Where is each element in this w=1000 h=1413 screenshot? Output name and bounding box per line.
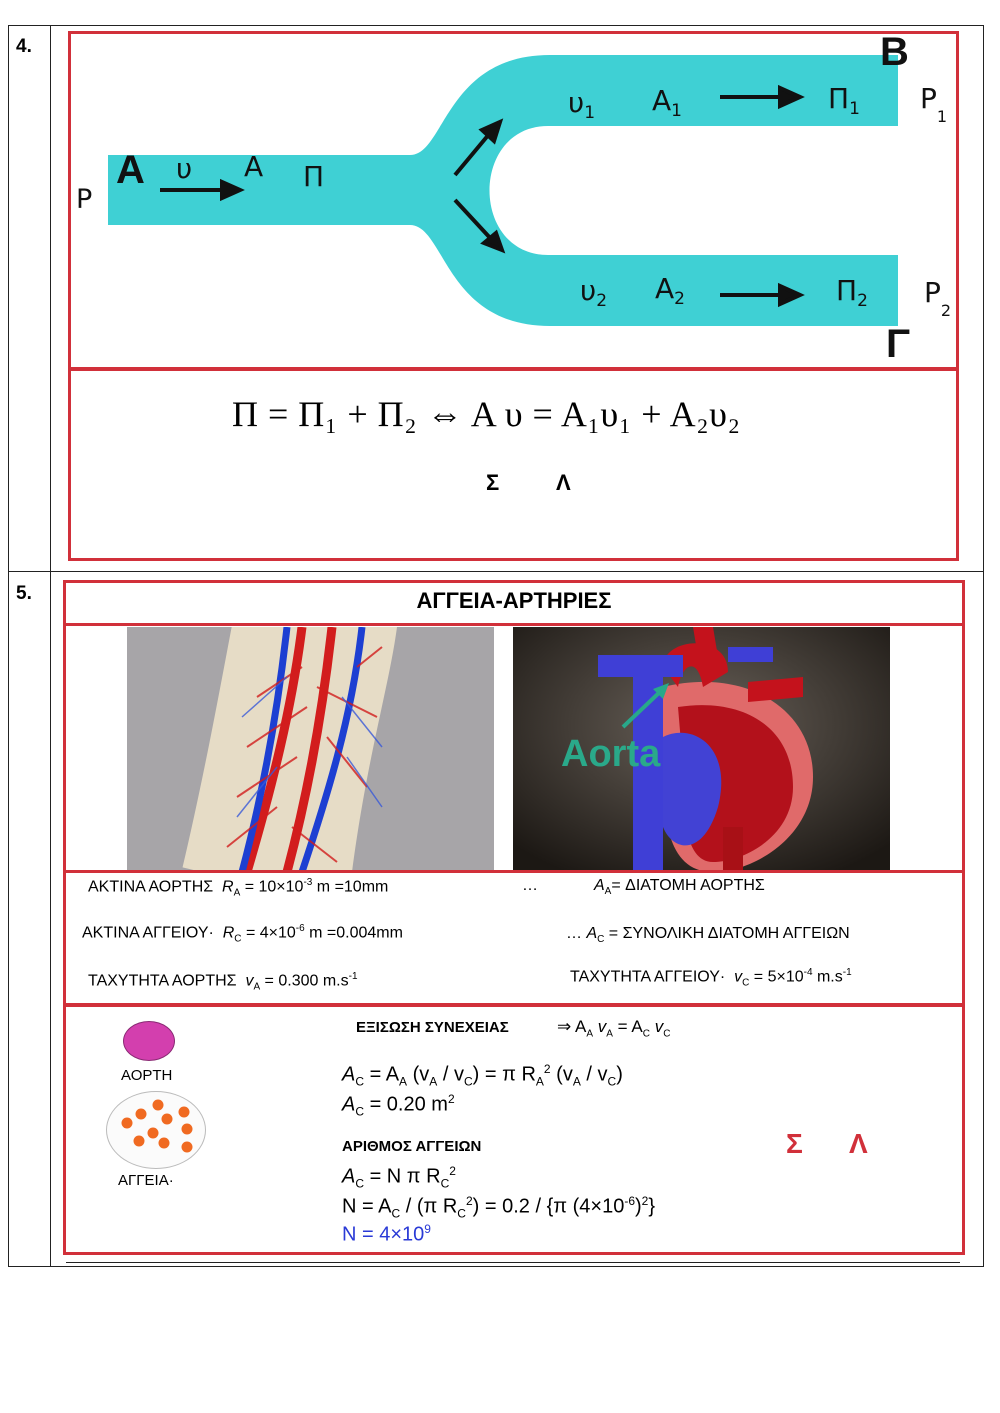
continuity-equation: ⇒ $A_A$ $v_A = A_C$ $v_C$ (557, 1017, 671, 1040)
label-Pi: Π (303, 160, 325, 193)
label-Pi2: $\Pi_2$ (836, 274, 868, 311)
heart-photo (513, 627, 890, 872)
table-row-divider (8, 571, 984, 572)
table-bottom-line (66, 1262, 960, 1263)
label-u: υ (176, 152, 193, 185)
label-u2: $\upsilon_2$ (580, 274, 608, 311)
label-P: P (76, 184, 93, 215)
aorta-radius-dots: … (522, 877, 538, 894)
true-option-5[interactable]: Σ (786, 1128, 803, 1159)
label-P2: $P_2$ (924, 276, 952, 320)
label-A2: $A_2$ (655, 272, 685, 309)
aorta-speed-row: ΤΑΧΥΤΗΤΑ ΑΟΡΤΗΣ $v_A = 0.300$ $m.s^{-1}$ (88, 971, 358, 993)
label-G-big: Γ (886, 322, 911, 366)
vessel-speed-row: ΤΑΧΥΤΗΤΑ $A\Gamma\Gamma EIO\Upsilon\cdot v_C = 5\times 10^{-4}$ $m.s^{-1}$ (570, 967, 852, 989)
vessel-radius-row: ΑΚΤΙΝΑ $A\Gamma\Gamma EIO\Upsilon\cdot R_C = 4\times 10^{-6}$ m =0.004mm (82, 923, 403, 945)
false-option[interactable]: Λ (556, 470, 571, 495)
count-result: $N = 4\times 10^9$ (342, 1222, 431, 1246)
label-B-big: B (880, 30, 909, 74)
aorta-area-def: $A_A= \Delta IATOMH$ ΑΟΡΤΗΣ (594, 877, 765, 898)
aorta-label: Aorta (561, 733, 661, 775)
label-u1: $\upsilon_1$ (568, 86, 596, 123)
label-A-big: A (116, 148, 145, 192)
count-equation-1: $A_C = N$ π $R_C^2$ (342, 1164, 456, 1191)
vessel-count-label: ΑΡΙΘΜΟΣ ΑΓΓΕΙΩΝ (342, 1138, 482, 1155)
continuity-formula: Π = Π₁ + Π₂ ⇔ Α υ = Α₁υ₁ + Α₂υ₂ (232, 394, 741, 434)
bifurcating-pipe-diagram (0, 0, 1000, 380)
label-Pi1: $\Pi_1$ (828, 82, 860, 119)
continuity-label: ΕΞΙΣΩΣΗ ΣΥΝΕΧΕΙΑΣ (356, 1019, 509, 1036)
section-title: ΑΓΓΕΙΑ-ΑΡΤΗΡΙΕΣ (416, 588, 612, 613)
aorta-dot-icon (123, 1021, 175, 1061)
label-P1: $P_1$ (920, 82, 948, 126)
vessel-area-def: … $A_C = \Sigma\Upsilon NO\Lambda IKH$ ΔΙΑΤΟΜΗ ΑΓΓΕΙΩΝ (566, 925, 850, 946)
count-equation-2: $N = A_C / (\pi$ $R_C^2) = 0.2 / \{\pi$ $(4\times 10^{-6})^2$} (342, 1194, 656, 1221)
area-equation-1: $A_C = A_A$ $(v_A / v_C) = \pi$ $R_A^2$ $(v_A / v_C)$ (342, 1062, 623, 1089)
area-equation-2: $A_C = 0.20$ $m^2$ (342, 1092, 455, 1119)
aorta-radius-row: ΑΚΤΙΝΑ ΑΟΡΤΗΣ $R_A = 10\times 10^{-3}$ m =10mm (88, 877, 389, 899)
vessels-photo (127, 627, 494, 872)
vessels-circle-icon (106, 1091, 206, 1169)
false-option-5[interactable]: Λ (849, 1128, 868, 1159)
label-A1: $A_1$ (652, 84, 682, 121)
vessels-caption: ΑΓΓΕΙΑ· (118, 1172, 174, 1189)
question-number-5: 5. (16, 583, 32, 604)
true-option[interactable]: Σ (486, 470, 500, 495)
question-number-4: 4. (16, 36, 32, 57)
aorta-caption: ΑΟΡΤΗ (121, 1067, 173, 1084)
label-A: A (244, 150, 264, 183)
